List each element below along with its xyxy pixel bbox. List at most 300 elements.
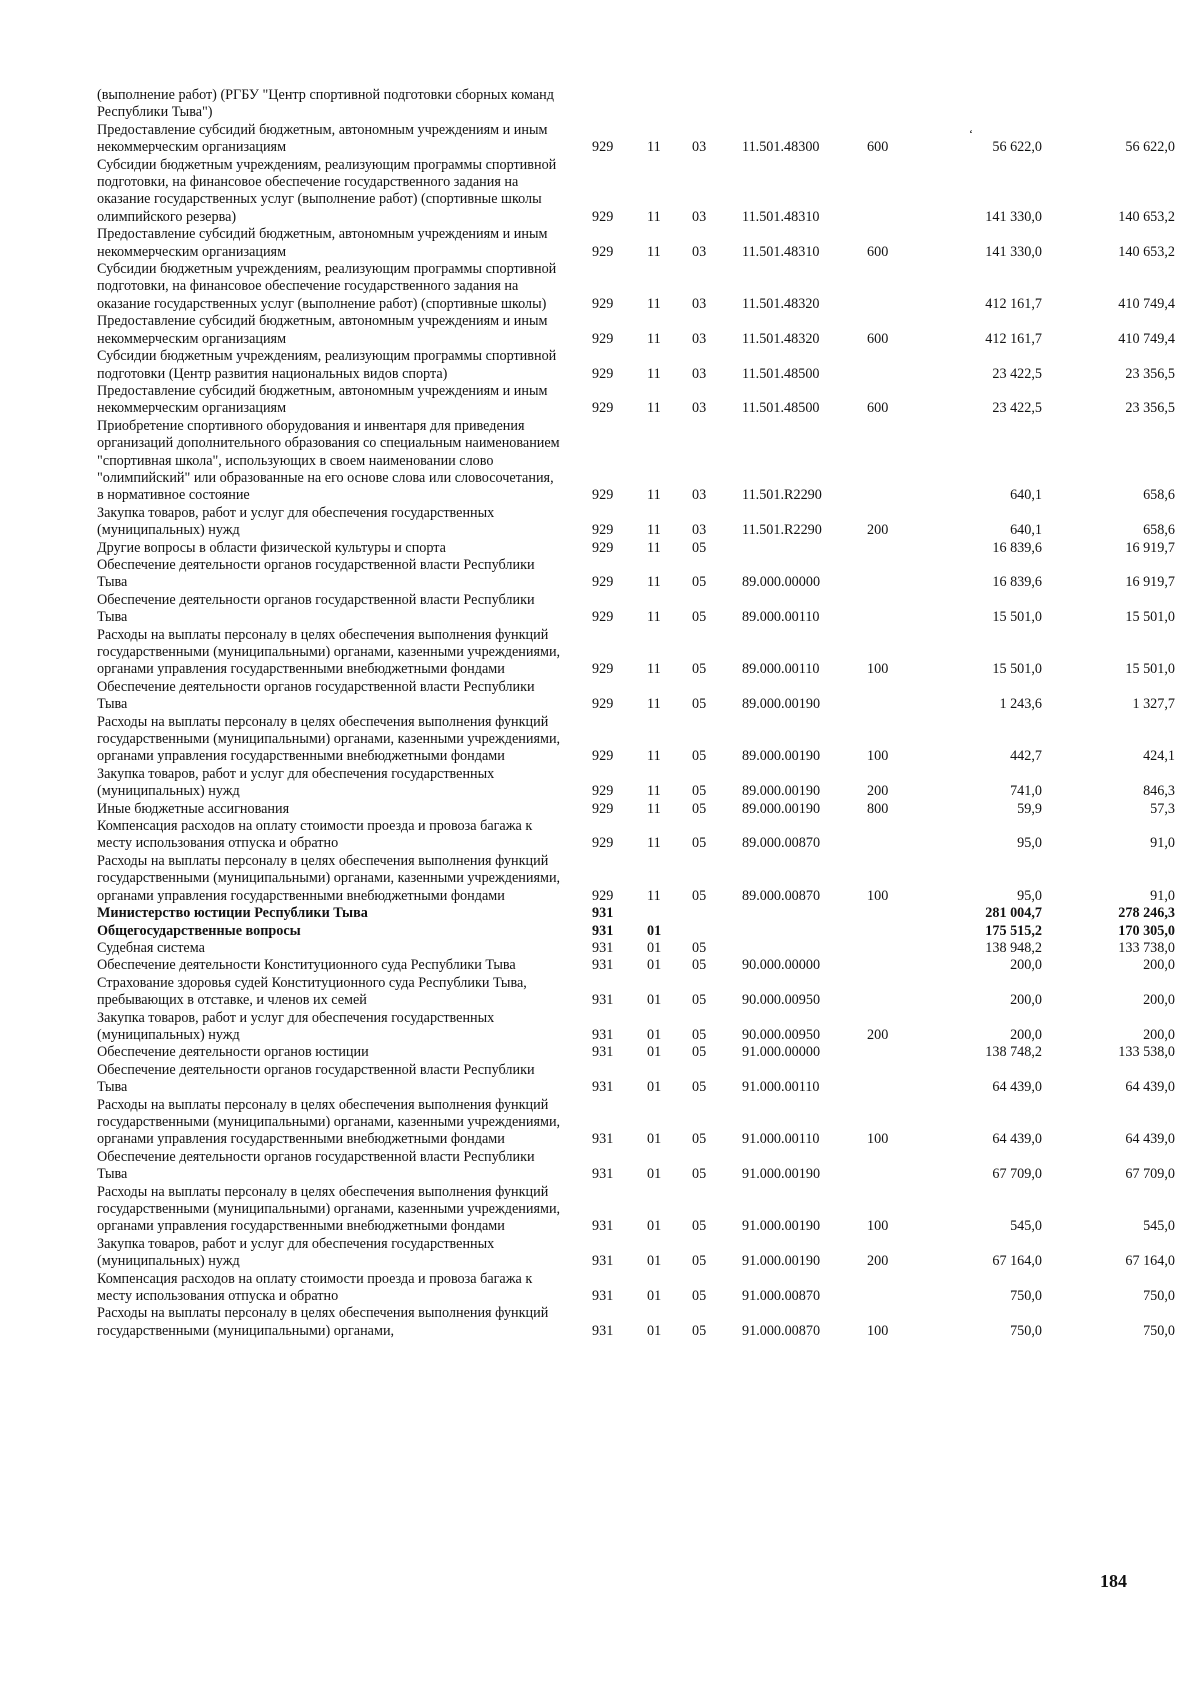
cell-c1: 931 (592, 905, 614, 922)
cell-v2: 545,0 (1143, 1218, 1175, 1235)
cell-c3: 05 (692, 1131, 707, 1148)
cell-c3: 05 (692, 1253, 707, 1270)
cell-c4: 89.000.00190 (742, 696, 821, 713)
cell-name: Обеспечение деятельности органов государственной власти Республики Тыва (97, 556, 535, 591)
table-row (97, 261, 1177, 313)
cell-name: Закупка товаров, работ и услуг для обеспечения государственных (муниципальных) нужд (97, 1235, 495, 1270)
page-number: 184 (1100, 1571, 1127, 1591)
table-row (97, 157, 1177, 227)
cell-v2: 410 749,4 (1118, 330, 1175, 347)
cell-c2: 01 (647, 1026, 662, 1043)
cell-c1 (592, 87, 647, 122)
table-row (97, 383, 1177, 418)
table-row (97, 714, 1177, 766)
cell-c4: 89.000.00000 (742, 574, 821, 591)
cell-c2: 01 (647, 939, 662, 956)
cell-c3: 03 (692, 208, 707, 225)
cell-c4: 11.501.48310 (742, 208, 820, 225)
cell-v1: 412 161,7 (985, 295, 1042, 312)
cell-c4: 11.501.48310 (742, 243, 820, 260)
cell-v2: 91,0 (1150, 887, 1175, 904)
cell-c3: 05 (692, 661, 707, 678)
scan-mark: ‘ (969, 127, 973, 141)
cell-name: Расходы на выплаты персоналу в целях обеспечения выполнения функций государственными (муниципальными) органами, казенными учреждениями, органами управления государственными внебюджетными фондами (97, 1183, 561, 1235)
cell-c1: 931 (592, 1079, 614, 1096)
table-row (97, 818, 1177, 853)
cell-c2: 11 (647, 365, 661, 382)
cell-name: Субсидии бюджетным учреждениям, реализующим программы спортивной подготовки, на финансовое обеспечение государственного задания на оказание государственных услуг (выполнение работ) (спортивные школы олимпийского резерва) (97, 156, 557, 225)
cell-name: Обеспечение деятельности органов государственной власти Республики Тыва (97, 678, 535, 713)
cell-c1: 929 (592, 365, 614, 382)
cell-v1 (942, 87, 1050, 122)
cell-c4: 89.000.00870 (742, 835, 821, 852)
table-row (97, 1236, 1177, 1271)
table-row (97, 853, 1177, 905)
cell-c4: 89.000.00110 (742, 609, 820, 626)
cell-c3 (692, 905, 742, 922)
table-row (97, 1149, 1177, 1184)
cell-c4: 11.501.R2290 (742, 487, 822, 504)
cell-c4: 11.501.48300 (742, 139, 820, 156)
cell-v1: 175 515,2 (985, 922, 1042, 939)
cell-c4: 90.000.00950 (742, 1026, 821, 1043)
cell-v1: 59,9 (1017, 800, 1042, 817)
cell-name: Иные бюджетные ассигнования (97, 800, 290, 817)
cell-v2: 133 738,0 (1118, 939, 1175, 956)
cell-c2: 11 (647, 835, 661, 852)
cell-c4: 91.000.00000 (742, 1044, 821, 1061)
cell-name: Обеспечение деятельности органов юстиции (97, 1044, 369, 1061)
cell-c3: 03 (692, 243, 707, 260)
cell-c1: 929 (592, 835, 614, 852)
cell-c5: 600 (867, 400, 889, 417)
cell-c3: 05 (692, 539, 707, 556)
cell-c3: 05 (692, 609, 707, 626)
table-row (97, 923, 1177, 940)
cell-c3: 05 (692, 800, 707, 817)
cell-v1: 281 004,7 (985, 905, 1042, 922)
cell-c5 (867, 261, 942, 313)
table-row (97, 679, 1177, 714)
cell-c1: 929 (592, 800, 614, 817)
cell-c1: 929 (592, 243, 614, 260)
cell-v1: 640,1 (1010, 522, 1042, 539)
cell-name: Предоставление субсидий бюджетным, автономным учреждениям и иным некоммерческим организациям (97, 382, 548, 417)
table-row (97, 1010, 1177, 1045)
cell-c5: 200 (867, 1026, 889, 1043)
cell-c1: 931 (592, 1322, 614, 1339)
cell-v2: 56 622,0 (1125, 139, 1175, 156)
cell-name: Предоставление субсидий бюджетным, автономным учреждениям и иным некоммерческим организациям (97, 226, 548, 260)
cell-c5: 200 (867, 783, 889, 800)
cell-c5 (867, 157, 942, 227)
table-row (97, 1184, 1177, 1236)
cell-c4: 90.000.00000 (742, 957, 821, 974)
cell-c1: 931 (592, 992, 614, 1009)
cell-c4: 91.000.00870 (742, 1322, 821, 1339)
cell-c5: 100 (867, 887, 889, 904)
cell-v2: 200,0 (1143, 992, 1175, 1009)
cell-c4: 90.000.00950 (742, 992, 821, 1009)
cell-name: Другие вопросы в области физической культуры и спорта (97, 539, 446, 556)
cell-c1: 929 (592, 696, 614, 713)
cell-v2: 67 164,0 (1125, 1253, 1175, 1270)
cell-c1: 929 (592, 783, 614, 800)
cell-v2: 1 327,7 (1132, 696, 1175, 713)
cell-v1: 200,0 (1010, 1026, 1042, 1043)
cell-name: (выполнение работ) (РГБУ "Центр спортивной подготовки сборных команд Республики Тыва") (97, 87, 554, 121)
cell-name: Расходы на выплаты персоналу в целях обеспечения выполнения функций государственными (муниципальными) органами, (97, 1305, 549, 1339)
cell-c1: 929 (592, 330, 614, 347)
table-row (97, 557, 1177, 592)
cell-v1: 741,0 (1010, 783, 1042, 800)
table-row (97, 348, 1177, 383)
cell-c4: 11.501.48500 (742, 400, 820, 417)
cell-v2: 23 356,5 (1125, 400, 1175, 417)
cell-v1: 200,0 (1010, 957, 1042, 974)
cell-c2: 01 (647, 1288, 662, 1305)
cell-c4: 89.000.00190 (742, 783, 821, 800)
cell-c2: 11 (647, 139, 661, 156)
cell-c2: 01 (647, 1218, 662, 1235)
cell-c2: 11 (647, 243, 661, 260)
cell-c3: 05 (692, 1322, 707, 1339)
cell-v1: 64 439,0 (992, 1079, 1042, 1096)
cell-c3 (692, 87, 742, 122)
table-row (97, 313, 1177, 348)
cell-v1: 16 839,6 (992, 539, 1042, 556)
cell-v2: 64 439,0 (1125, 1079, 1175, 1096)
cell-c3: 05 (692, 1288, 707, 1305)
cell-c3: 05 (692, 1026, 707, 1043)
cell-c3: 05 (692, 1044, 707, 1061)
cell-v1: 23 422,5 (992, 365, 1042, 382)
table-row (97, 766, 1177, 801)
cell-c2: 11 (647, 609, 661, 626)
cell-c5 (867, 592, 942, 627)
cell-v1: 56 622,0 (992, 139, 1042, 156)
cell-c4 (742, 905, 867, 922)
cell-c1: 931 (592, 939, 614, 956)
cell-c1: 929 (592, 295, 614, 312)
cell-c1: 929 (592, 139, 614, 156)
cell-c2: 11 (647, 487, 661, 504)
cell-c4: 11.501.R2290 (742, 522, 822, 539)
budget-table-body (97, 87, 1177, 1340)
cell-c2: 11 (647, 208, 661, 225)
cell-c3: 03 (692, 365, 707, 382)
table-row (97, 1271, 1177, 1306)
cell-c2: 01 (647, 992, 662, 1009)
cell-v2: 16 919,7 (1125, 574, 1175, 591)
cell-name: Субсидии бюджетным учреждениям, реализующим программы спортивной подготовки (Центр развития национальных видов спорта) (97, 348, 557, 382)
table-row (97, 975, 1177, 1010)
cell-c1: 929 (592, 609, 614, 626)
cell-v2: 658,6 (1143, 487, 1175, 504)
cell-c2: 11 (647, 539, 661, 556)
cell-c5: 200 (867, 1253, 889, 1270)
cell-c1: 929 (592, 487, 614, 504)
cell-c1: 931 (592, 957, 614, 974)
cell-name: Закупка товаров, работ и услуг для обеспечения государственных (муниципальных) нужд (97, 1009, 495, 1043)
cell-c2: 11 (647, 295, 661, 312)
cell-v1: 138 948,2 (985, 939, 1042, 956)
cell-c5 (867, 1149, 942, 1184)
cell-c4: 91.000.00870 (742, 1288, 821, 1305)
cell-v1: 67 164,0 (992, 1253, 1042, 1270)
cell-c4 (742, 540, 867, 557)
cell-c5: 100 (867, 661, 889, 678)
cell-v1: 640,1 (1010, 487, 1042, 504)
cell-v2: 424,1 (1143, 748, 1175, 765)
cell-v1: 200,0 (1010, 992, 1042, 1009)
cell-c3: 05 (692, 1166, 707, 1183)
cell-c5 (867, 87, 942, 122)
cell-v1: 750,0 (1010, 1322, 1042, 1339)
cell-v1: 95,0 (1017, 887, 1042, 904)
cell-v2: 64 439,0 (1125, 1131, 1175, 1148)
cell-c4 (742, 87, 867, 122)
cell-v1: 95,0 (1017, 835, 1042, 852)
cell-c1: 929 (592, 748, 614, 765)
cell-v1: 545,0 (1010, 1218, 1042, 1235)
cell-c2: 11 (647, 887, 661, 904)
cell-c4: 89.000.00110 (742, 661, 820, 678)
cell-c3: 03 (692, 400, 707, 417)
cell-c5 (867, 348, 942, 383)
cell-c4: 11.501.48320 (742, 330, 820, 347)
cell-c5 (867, 818, 942, 853)
cell-c4: 89.000.00870 (742, 887, 821, 904)
cell-v2: 750,0 (1143, 1322, 1175, 1339)
cell-v2: 67 709,0 (1125, 1166, 1175, 1183)
cell-v1: 16 839,6 (992, 574, 1042, 591)
cell-v1: 442,7 (1010, 748, 1042, 765)
cell-c2: 11 (647, 522, 661, 539)
cell-name: Предоставление субсидий бюджетным, автономным учреждениям и иным некоммерческим организациям (97, 121, 548, 156)
cell-name: Закупка товаров, работ и услуг для обеспечения государственных (муниципальных) нужд (97, 765, 495, 800)
cell-v1: 1 243,6 (999, 696, 1042, 713)
cell-v2: 200,0 (1143, 957, 1175, 974)
cell-c1: 929 (592, 661, 614, 678)
cell-c1: 929 (592, 887, 614, 904)
cell-name: Приобретение спортивного оборудования и инвентаря для приведения организаций дополнительного образования со специальным наименованием "спортивная школа", использующих в своем наименовании слово "олимпийский" или образованные на его основе слова или словосочетания, в нормативное состояние (97, 417, 560, 504)
cell-c4: 91.000.00190 (742, 1218, 821, 1235)
cell-c5 (867, 418, 942, 505)
cell-name: Расходы на выплаты персоналу в целях обеспечения выполнения функций государственными (муниципальными) органами, казенными учреждениями, органами управления государственными внебюджетными фондами (97, 713, 561, 765)
cell-c2: 11 (647, 574, 661, 591)
cell-v1: 141 330,0 (985, 243, 1042, 260)
cell-name: Общегосударственные вопросы (97, 922, 301, 939)
cell-c3: 05 (692, 748, 707, 765)
cell-v1: 15 501,0 (992, 609, 1042, 626)
cell-c3: 05 (692, 1218, 707, 1235)
cell-c5 (867, 679, 942, 714)
cell-c2: 01 (647, 1131, 662, 1148)
cell-name: Министерство юстиции Республики Тыва (97, 905, 368, 922)
cell-name: Обеспечение деятельности органов государственной власти Республики Тыва (97, 1061, 535, 1096)
cell-name: Расходы на выплаты персоналу в целях обеспечения выполнения функций государственными (муниципальными) органами, казенными учреждениями, органами управления государственными внебюджетными фондами (97, 1096, 561, 1148)
cell-v1: 67 709,0 (992, 1166, 1042, 1183)
cell-c3: 05 (692, 957, 707, 974)
table-row (97, 505, 1177, 540)
cell-v2: 57,3 (1150, 800, 1175, 817)
table-row (97, 87, 1177, 122)
cell-v1: 23 422,5 (992, 400, 1042, 417)
cell-c5 (867, 1044, 942, 1061)
cell-v1: 64 439,0 (992, 1131, 1042, 1148)
cell-c3: 03 (692, 295, 707, 312)
cell-c2: 01 (647, 1322, 662, 1339)
cell-v1: 138 748,2 (985, 1044, 1042, 1061)
cell-c2: 01 (647, 922, 662, 939)
cell-c4: 11.501.48320 (742, 295, 820, 312)
cell-c1: 931 (592, 1166, 614, 1183)
cell-v2: 200,0 (1143, 1026, 1175, 1043)
cell-c1: 931 (592, 922, 614, 939)
table-row (97, 627, 1177, 679)
cell-c5 (867, 540, 942, 557)
cell-name: Компенсация расходов на оплату стоимости проезда и провоза багажа к месту использования отпуска и обратно (97, 1270, 533, 1305)
table-row (97, 592, 1177, 627)
cell-c4: 11.501.48500 (742, 365, 820, 382)
cell-c4: 89.000.00190 (742, 800, 821, 817)
cell-c2: 11 (647, 783, 661, 800)
cell-c1: 929 (592, 574, 614, 591)
table-row (97, 940, 1177, 957)
cell-c2: 11 (647, 330, 661, 347)
cell-c5 (867, 940, 942, 957)
table-row (97, 1062, 1177, 1097)
cell-v2: 410 749,4 (1118, 295, 1175, 312)
cell-c1: 931 (592, 1218, 614, 1235)
cell-c5: 600 (867, 139, 889, 156)
cell-c5 (867, 1271, 942, 1306)
cell-v2: 133 538,0 (1118, 1044, 1175, 1061)
table-row (97, 801, 1177, 818)
cell-v1: 750,0 (1010, 1288, 1042, 1305)
cell-c3: 03 (692, 522, 707, 539)
cell-c5: 100 (867, 1322, 889, 1339)
cell-c2: 01 (647, 1079, 662, 1096)
cell-c5 (867, 923, 942, 940)
cell-c1: 931 (592, 1288, 614, 1305)
cell-v2: 658,6 (1143, 522, 1175, 539)
cell-c1: 931 (592, 1026, 614, 1043)
cell-c3: 05 (692, 835, 707, 852)
cell-c1: 929 (592, 208, 614, 225)
cell-c4: 89.000.00190 (742, 748, 821, 765)
cell-c2: 11 (647, 696, 661, 713)
cell-name: Компенсация расходов на оплату стоимости проезда и провоза багажа к месту использования отпуска и обратно (97, 818, 533, 852)
budget-table (97, 87, 1177, 1340)
cell-c4: 91.000.00110 (742, 1079, 820, 1096)
cell-v2: 846,3 (1143, 783, 1175, 800)
table-row (97, 957, 1177, 974)
cell-c3: 05 (692, 574, 707, 591)
cell-c5 (867, 1062, 942, 1097)
cell-c2: 11 (647, 800, 661, 817)
table-row (97, 1305, 1177, 1340)
cell-c3: 05 (692, 887, 707, 904)
cell-c3: 05 (692, 939, 707, 956)
cell-name: Страхование здоровья судей Конституционного суда Республики Тыва, пребывающих в отставке, и членов их семей (97, 974, 527, 1009)
cell-c5 (867, 975, 942, 1010)
cell-c3: 05 (692, 696, 707, 713)
cell-v1: 15 501,0 (992, 661, 1042, 678)
table-row (97, 540, 1177, 557)
cell-c2: 11 (647, 748, 661, 765)
cell-c3: 03 (692, 139, 707, 156)
cell-v1: 412 161,7 (985, 330, 1042, 347)
cell-c1: 929 (592, 400, 614, 417)
cell-name: Обеспечение деятельности Конституционного суда Республики Тыва (97, 957, 516, 974)
cell-name: Предоставление субсидий бюджетным, автономным учреждениям и иным некоммерческим организациям (97, 313, 548, 347)
cell-c5 (867, 957, 942, 974)
cell-v2 (1050, 87, 1177, 122)
cell-c5: 100 (867, 1131, 889, 1148)
cell-c3 (692, 923, 742, 940)
cell-c5 (867, 557, 942, 592)
cell-c3: 03 (692, 487, 707, 504)
cell-c1: 931 (592, 1131, 614, 1148)
cell-c4: 91.000.00190 (742, 1253, 821, 1270)
cell-v2: 15 501,0 (1125, 609, 1175, 626)
cell-v2: 23 356,5 (1125, 365, 1175, 382)
cell-c4: 91.000.00110 (742, 1131, 820, 1148)
budget-page (97, 87, 1175, 1340)
cell-c2: 01 (647, 1166, 662, 1183)
cell-c4 (742, 923, 867, 940)
cell-v2: 750,0 (1143, 1288, 1175, 1305)
cell-v2: 16 919,7 (1125, 539, 1175, 556)
table-row (97, 1044, 1177, 1061)
cell-c5: 800 (867, 800, 889, 817)
cell-c5: 100 (867, 1218, 889, 1235)
cell-c4 (742, 940, 867, 957)
cell-c3: 05 (692, 1079, 707, 1096)
table-row (97, 905, 1177, 922)
cell-c1: 929 (592, 539, 614, 556)
cell-c5: 600 (867, 330, 889, 347)
table-row (97, 1097, 1177, 1149)
cell-c3: 03 (692, 330, 707, 347)
cell-v1: 141 330,0 (985, 208, 1042, 225)
cell-v2: 140 653,2 (1118, 243, 1175, 260)
cell-c2 (647, 87, 692, 122)
cell-c2: 01 (647, 957, 662, 974)
cell-c1: 929 (592, 522, 614, 539)
cell-c4: 91.000.00190 (742, 1166, 821, 1183)
cell-name: Расходы на выплаты персоналу в целях обеспечения выполнения функций государственными (муниципальными) органами, казенными учреждениями, органами управления государственными внебюджетными фондами (97, 852, 561, 904)
cell-c5: 600 (867, 243, 889, 260)
table-row (97, 226, 1177, 261)
cell-c2 (647, 905, 692, 922)
cell-c1: 931 (592, 1044, 614, 1061)
cell-name: Обеспечение деятельности органов государственной власти Республики Тыва (97, 1148, 535, 1183)
cell-c5: 200 (867, 522, 889, 539)
cell-name: Субсидии бюджетным учреждениям, реализующим программы спортивной подготовки, на финансовое обеспечение государственного задания на оказание государственных услуг (выполнение работ) (спортивные школы) (97, 261, 557, 312)
cell-c1: 931 (592, 1253, 614, 1270)
table-row (97, 418, 1177, 505)
cell-c2: 01 (647, 1253, 662, 1270)
cell-c2: 01 (647, 1044, 662, 1061)
cell-v2: 278 246,3 (1118, 905, 1175, 922)
cell-c2: 11 (647, 661, 661, 678)
cell-v2: 140 653,2 (1118, 208, 1175, 225)
cell-name: Расходы на выплаты персоналу в целях обеспечения выполнения функций государственными (муниципальными) органами, казенными учреждениями, органами управления государственными внебюджетными фондами (97, 626, 561, 678)
cell-v2: 91,0 (1150, 835, 1175, 852)
